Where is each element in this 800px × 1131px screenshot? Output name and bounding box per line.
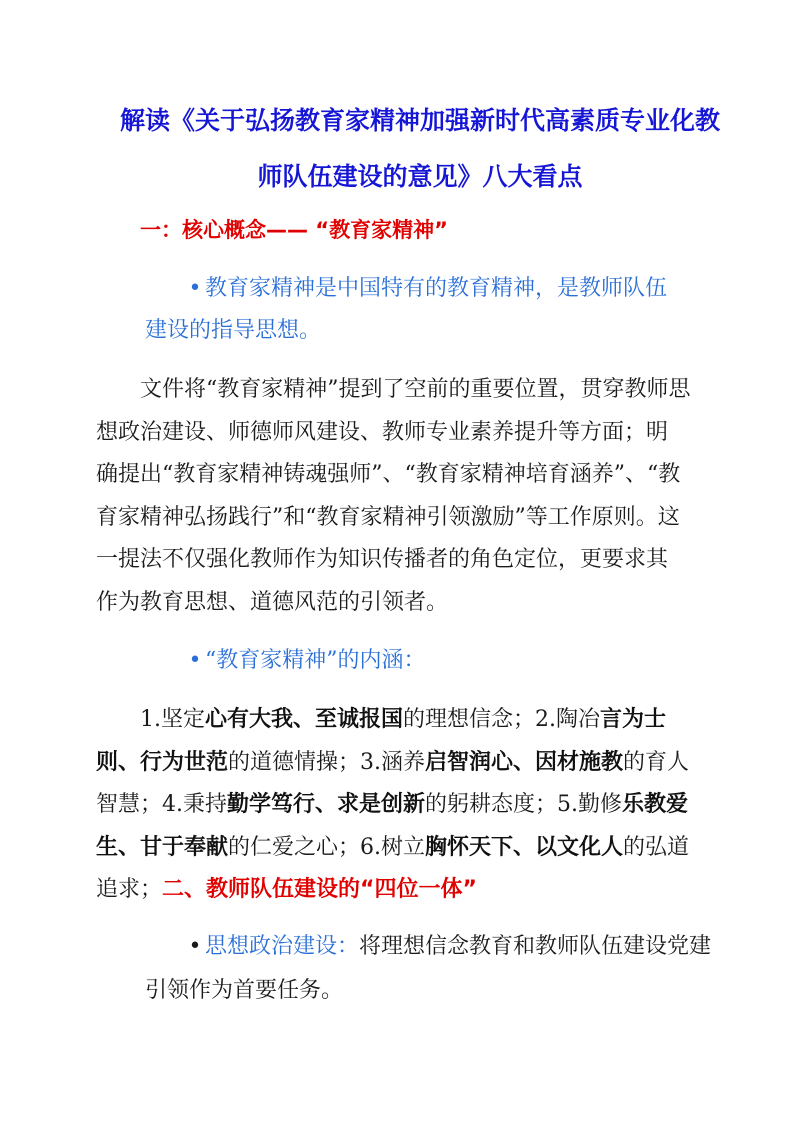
text-run: 的弘道 <box>623 834 690 860</box>
bullet-dot: • <box>188 276 202 301</box>
paragraph-2-line <box>96 742 706 785</box>
text-run: 智慧；4.秉持 <box>96 792 227 817</box>
bold-phrase: 启智润心、因材施教 <box>425 749 624 775</box>
bullet-1-line-1: 教育家精神是中国特有的教育精神，是教师队伍 <box>205 276 668 301</box>
bold-phrase: 胸怀天下、以文化人 <box>425 834 624 860</box>
paragraph-2-line <box>96 827 706 870</box>
bullet-3-label: 思想政治建设： <box>205 934 360 959</box>
paragraph-2-line <box>96 699 706 742</box>
paragraph-2-line <box>96 869 706 912</box>
bullet-3-text-line-2: 引领作为首要任务。 <box>145 978 344 1003</box>
bold-phrase: 心有大我、至诚报国 <box>205 707 404 732</box>
text-run: 的育人 <box>623 749 690 775</box>
bold-phrase: 言为士 <box>600 707 667 732</box>
document-title-line-2: 师队伍建设的意见》八大看点 <box>257 162 583 191</box>
paragraph-1-line: 一提法不仅强化教师作为知识传播者的角色定位，更要求其 <box>96 547 669 572</box>
bold-phrase: 生、甘于奉献 <box>96 834 229 860</box>
paragraph-1-line: 文件将“教育家精神”提到了空前的重要位置，贯穿教师思 <box>140 377 691 402</box>
text-run: 追求； <box>96 877 163 902</box>
bullet-2 <box>185 643 426 674</box>
paragraph-2 <box>96 699 706 912</box>
bold-phrase: 则、行为世范 <box>96 749 229 775</box>
text-run: 的道德情操；3.涵养 <box>228 749 426 775</box>
text-run: 的理想信念；2.陶冶 <box>403 707 601 732</box>
section-2-heading: 二、教师队伍建设的“四位一体” <box>162 877 477 902</box>
text-run: 的仁爱之心；6.树立 <box>228 834 426 860</box>
bold-phrase: 勤学笃行、求是创新 <box>227 792 426 817</box>
bullet-1-line-2: 建设的指导思想。 <box>145 318 322 343</box>
paragraph-1-line: 育家精神弘扬践行”和“教育家精神引领激励”等工作原则。这 <box>96 504 680 530</box>
bullet-3-text: 将理想信念教育和教师队伍建设党建 <box>359 934 712 959</box>
document-title-line-1: 解读《关于弘扬教育家精神加强新时代高素质专业化教 <box>119 106 720 135</box>
bullet-3 <box>145 925 715 1013</box>
paragraph-2-line <box>96 784 706 827</box>
paragraph-1 <box>96 369 706 624</box>
text-run: 的躬耕态度；5.勤修 <box>425 792 623 817</box>
paragraph-1-line: 作为教育思想、道德风范的引领者。 <box>96 589 449 615</box>
section-1-heading: 一：核心概念—— “教育家精神” <box>140 218 448 242</box>
bullet-1 <box>145 268 710 352</box>
bullet-dot: • <box>188 648 202 673</box>
paragraph-1-line: 确提出“教育家精神铸魂强师”、“教育家精神培育涵养”、“教 <box>96 462 681 487</box>
bold-phrase: 乐教爱 <box>622 792 689 817</box>
bullet-dot: • <box>188 934 202 959</box>
bullet-2-text: “教育家精神”的内涵： <box>205 648 426 673</box>
text-run: 1.坚定 <box>140 707 205 732</box>
paragraph-1-line: 想政治建设、师德师风建设、教师专业素养提升等方面；明 <box>96 419 669 445</box>
